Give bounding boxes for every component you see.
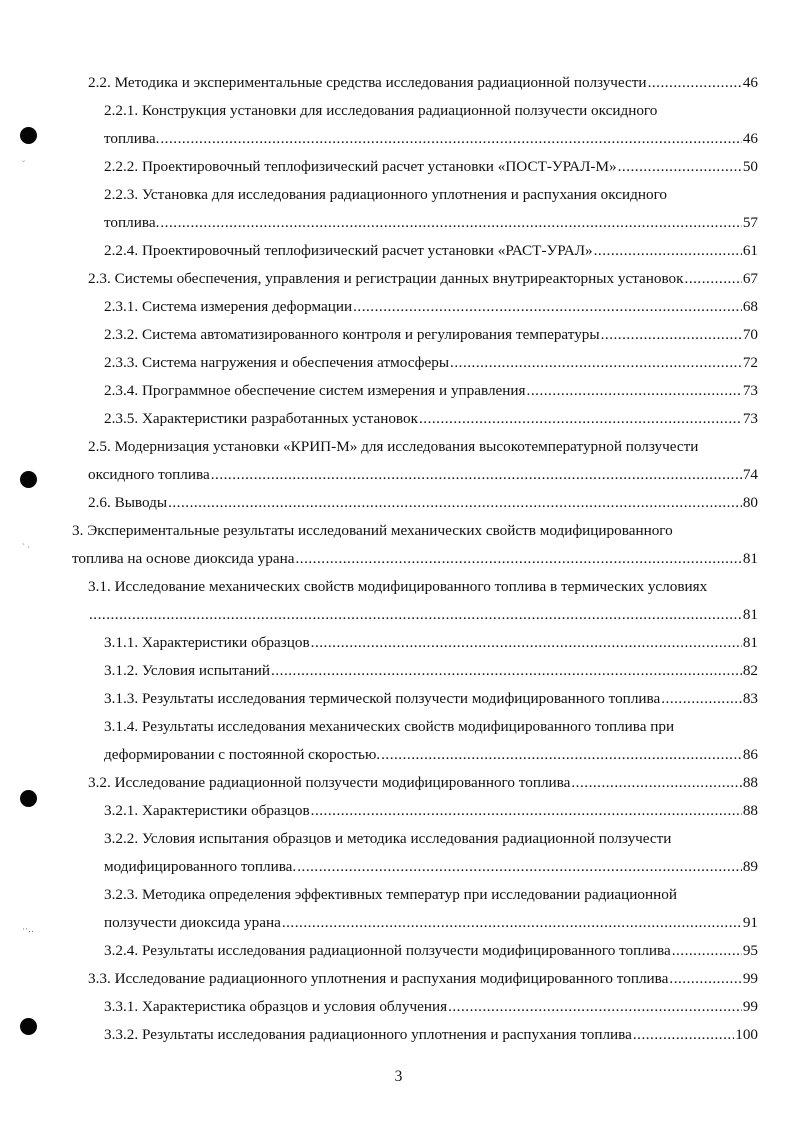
toc-entry-title: 3.1.4. Результаты исследования механических свойств модифицированного топлива при	[104, 718, 675, 735]
toc-entry[interactable]	[104, 996, 758, 1018]
toc-leader-dots	[168, 492, 742, 514]
toc-page-number: 83	[742, 690, 758, 707]
toc-leader-dots	[618, 156, 742, 178]
toc-page-number: 81	[742, 606, 758, 623]
toc-page-number: 100	[735, 1026, 758, 1043]
toc-leader-dots	[89, 604, 742, 626]
toc-entry[interactable]	[104, 156, 758, 178]
toc-entry-title: 3.2.1. Характеристики образцов	[104, 802, 310, 819]
toc-page-number: 74	[742, 466, 758, 483]
punch-hole	[20, 790, 37, 807]
page-number: 3	[394, 1068, 403, 1085]
toc-entry-continuation[interactable]	[104, 128, 758, 150]
toc-leader-dots	[685, 268, 742, 290]
toc-entry-continuation[interactable]	[104, 744, 758, 766]
toc-entry-title: 3.1. Исследование механических свойств модифицированного топлива в термических условиях	[88, 578, 708, 595]
toc-entry[interactable]	[88, 968, 758, 990]
toc-page-number: 46	[742, 74, 758, 91]
toc-leader-dots	[672, 940, 742, 962]
toc-page-number: 91	[742, 914, 758, 931]
toc-entry-continuation[interactable]	[104, 856, 758, 878]
toc-leader-dots	[160, 128, 741, 150]
toc-leader-dots	[661, 688, 742, 710]
toc-page-number: 82	[742, 662, 758, 679]
toc-entry[interactable]	[104, 1024, 758, 1046]
toc-page-number: 73	[742, 382, 758, 399]
toc-leader-dots	[633, 1024, 734, 1046]
toc-leader-dots	[211, 464, 742, 486]
toc-leader-dots	[527, 380, 742, 402]
toc-entry-title: 2.2.1. Конструкция установки для исследования радиационной ползучести оксидного	[104, 102, 658, 119]
toc-entry-title: 3.3.1. Характеристика образцов и условия облучения	[104, 998, 448, 1015]
toc-leader-dots	[282, 912, 742, 934]
toc-entry[interactable]	[104, 940, 758, 962]
toc-page-number: 80	[742, 494, 758, 511]
toc-entry-title: 3.3.2. Результаты исследования радиационного уплотнения и распухания топлива	[104, 1026, 632, 1043]
toc-entry[interactable]	[104, 688, 758, 710]
toc-page-number: 57	[742, 214, 758, 231]
toc-entry[interactable]	[104, 296, 758, 318]
toc-entry[interactable]	[104, 324, 758, 346]
toc-entry-title: 2.2.3. Установка для исследования радиационного уплотнения и распухания оксидного	[104, 186, 668, 203]
toc-leader-dots	[297, 856, 742, 878]
toc-leader-dots	[311, 632, 742, 654]
toc-entry-continuation[interactable]	[104, 912, 758, 934]
toc-leader-dots	[448, 996, 742, 1018]
toc-entry[interactable]	[104, 380, 758, 402]
toc-entry-title: 2.2. Методика и экспериментальные средства исследования радиационной ползучести	[88, 74, 647, 91]
toc-page-number: 99	[742, 998, 758, 1015]
toc-page-number: 70	[742, 326, 758, 343]
punch-hole	[20, 1018, 37, 1035]
toc-entry-title: 3.3. Исследование радиационного уплотнения и распухания модифицированного топлива	[88, 970, 669, 987]
toc-entry[interactable]	[104, 408, 758, 430]
toc-leader-dots	[353, 296, 742, 318]
scan-speck: ˘	[22, 159, 25, 169]
toc-entry[interactable]	[72, 520, 758, 542]
toc-entry[interactable]	[88, 436, 758, 458]
toc-page-number: 95	[742, 942, 758, 959]
toc-page-number: 73	[742, 410, 758, 427]
toc-entry-title: 2.3.2. Система автоматизированного контроля и регулирования температуры	[104, 326, 600, 343]
toc-entry-continuation[interactable]	[88, 464, 758, 486]
toc-leader-dots	[295, 548, 741, 570]
toc-page-number: 99	[742, 970, 758, 987]
toc-entry[interactable]	[88, 268, 758, 290]
punch-hole	[20, 127, 37, 144]
toc-entry[interactable]	[88, 576, 758, 598]
toc-leader-dots	[381, 744, 742, 766]
toc-entry[interactable]	[104, 884, 758, 906]
toc-leader-dots	[311, 800, 742, 822]
toc-page-number: 81	[742, 550, 758, 567]
toc-entry[interactable]	[104, 184, 758, 206]
toc-entry-continuation[interactable]	[72, 548, 758, 570]
toc-entry-title: 2.5. Модернизация установки «КРИП-М» для исследования высокотемпературной ползучести	[88, 438, 699, 455]
toc-leader-dots	[594, 240, 742, 262]
toc-leader-dots	[450, 352, 742, 374]
toc-page-number: 50	[742, 158, 758, 175]
toc-page-number: 61	[742, 242, 758, 259]
toc-entry-title: оксидного топлива	[88, 466, 210, 483]
toc-leader-dots	[419, 408, 742, 430]
toc-entry[interactable]	[104, 828, 758, 850]
toc-entry-title: 2.3. Системы обеспечения, управления и регистрации данных внутриреакторных установок	[88, 270, 684, 287]
toc-entry[interactable]	[88, 772, 758, 794]
toc-entry-title: 3.2.4. Результаты исследования радиационной ползучести модифицированного топлива	[104, 942, 671, 959]
toc-leader-dots	[160, 212, 741, 234]
toc-entry-continuation[interactable]	[104, 212, 758, 234]
toc-entry[interactable]	[104, 100, 758, 122]
toc-page-number: 89	[742, 858, 758, 875]
punch-hole	[20, 471, 37, 488]
toc-page-number: 81	[742, 634, 758, 651]
toc-entry-title: модифицированного топлива.	[104, 858, 297, 875]
toc-entry[interactable]	[104, 240, 758, 262]
toc-entry-title: ползучести диоксида урана	[104, 914, 281, 931]
toc-page-number: 46	[742, 130, 758, 147]
toc-page-number: 68	[742, 298, 758, 315]
toc-entry-title: 3.2. Исследование радиационной ползучести модифицированного топлива	[88, 774, 571, 791]
toc-entry-title: 2.3.4. Программное обеспечение систем измерения и управления	[104, 382, 526, 399]
toc-page-number: 86	[742, 746, 758, 763]
toc-page-number: 72	[742, 354, 758, 371]
toc-leader-dots	[571, 772, 741, 794]
toc-entry-title: 2.3.5. Характеристики разработанных установок	[104, 410, 418, 427]
toc-page-number: 67	[742, 270, 758, 287]
toc-entry-title: 2.2.2. Проектировочный теплофизический расчет установки «ПОСТ-УРАЛ-М»	[104, 158, 617, 175]
toc-entry-title: 3.2.2. Условия испытания образцов и методика исследования радиационной ползучести	[104, 830, 672, 847]
toc-entry[interactable]	[104, 660, 758, 682]
toc-entry[interactable]	[104, 632, 758, 654]
toc-entry-title: 2.3.1. Система измерения деформации	[104, 298, 353, 315]
toc-entry-title: 3.1.2. Условия испытаний	[104, 662, 271, 679]
toc-entry[interactable]	[104, 716, 758, 738]
toc-leader-dots	[601, 324, 742, 346]
toc-entry-continuation[interactable]	[88, 604, 758, 626]
toc-entry-title: 2.2.4. Проектировочный теплофизический расчет установки «РАСТ-УРАЛ»	[104, 242, 593, 259]
scan-speck: ··‥	[22, 924, 34, 934]
toc-leader-dots	[669, 968, 741, 990]
toc-leader-dots	[271, 660, 742, 682]
toc-entry-title: 3. Экспериментальные результаты исследований механических свойств модифицированного	[72, 522, 673, 539]
toc-entry-title: топлива на основе диоксида урана	[72, 550, 295, 567]
toc-page-number: 88	[742, 774, 758, 791]
toc-entry[interactable]	[88, 72, 758, 94]
toc-entry-title: топлива.	[104, 130, 160, 147]
toc-leader-dots	[648, 72, 742, 94]
toc-entry[interactable]	[88, 492, 758, 514]
toc-entry-title: деформировании с постоянной скоростью.	[104, 746, 381, 763]
toc-page-number: 88	[742, 802, 758, 819]
scan-speck: ` ·	[22, 542, 31, 552]
toc-entry[interactable]	[104, 800, 758, 822]
toc-entry-title: топлива.	[104, 214, 160, 231]
toc-entry[interactable]	[104, 352, 758, 374]
toc-entry-title: 2.3.3. Система нагружения и обеспечения атмосферы	[104, 354, 450, 371]
toc-entry-title: 3.1.1. Характеристики образцов	[104, 634, 310, 651]
toc-entry-title: 3.1.3. Результаты исследования термической ползучести модифицированного топлива	[104, 690, 661, 707]
toc-entry-title: 2.6. Выводы	[88, 494, 168, 511]
toc-entry-title: 3.2.3. Методика определения эффективных температур при исследовании радиационной	[104, 886, 677, 903]
